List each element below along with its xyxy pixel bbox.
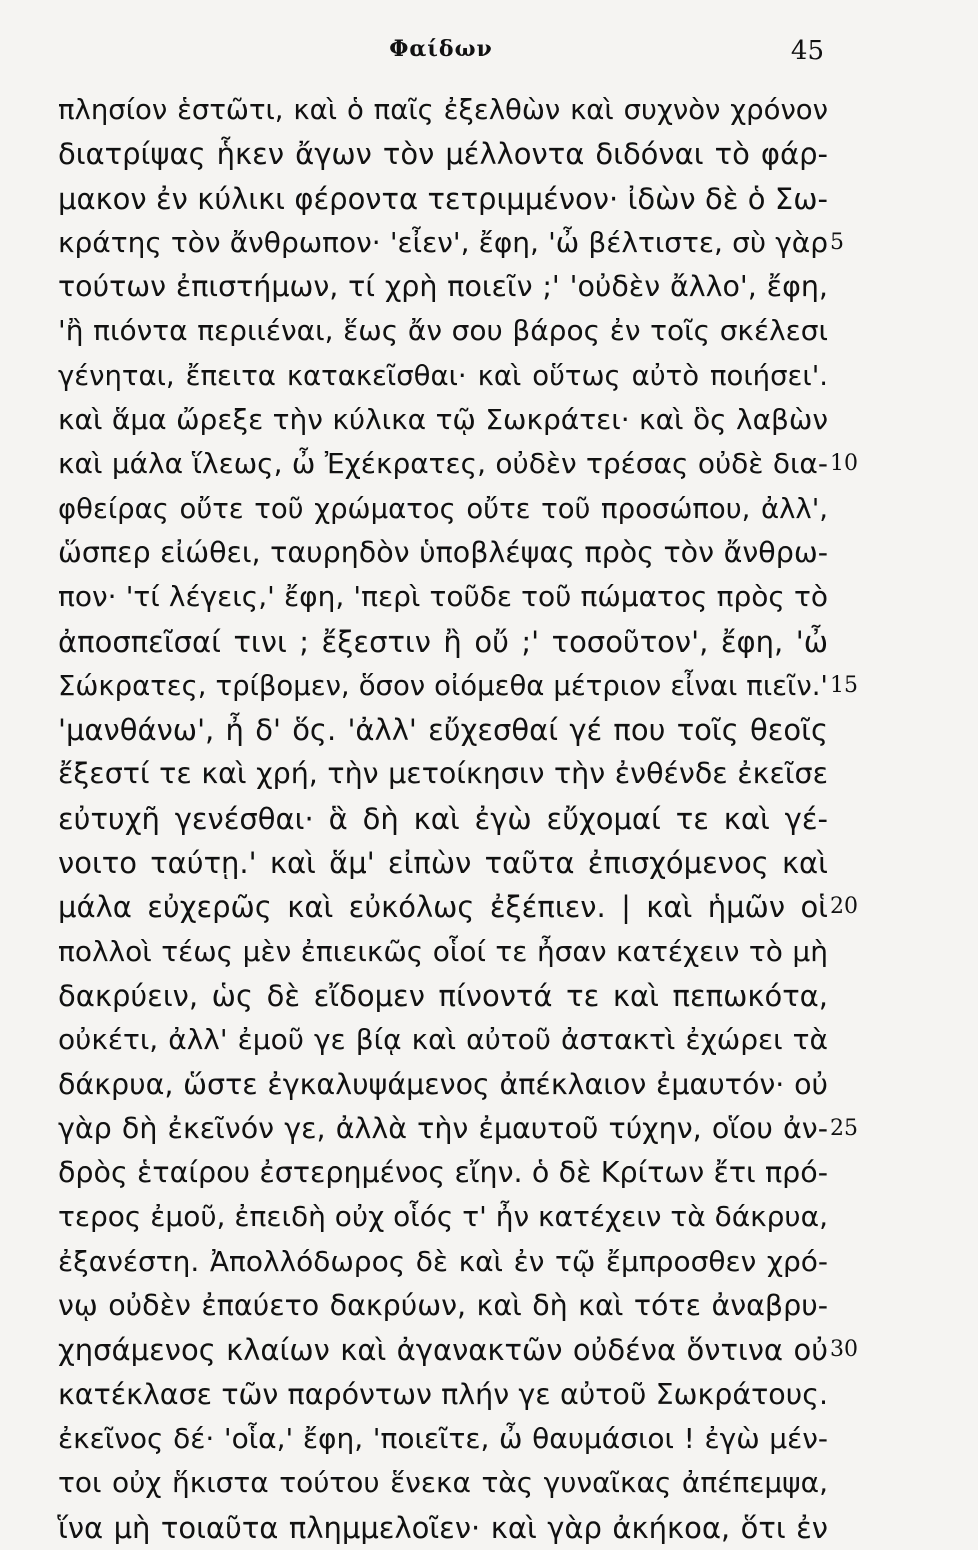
line-number: 25 bbox=[830, 1115, 858, 1141]
text-line bbox=[58, 1195, 828, 1239]
text-line bbox=[58, 1328, 858, 1372]
line-text: 'μανθάνω', ἦ δ' ὅς. 'ἀλλ' εὔχεσθαί γέ που τοῖς θεοῖς bbox=[58, 713, 828, 748]
line-text: καὶ ἅμα ὤρεξε τὴν κύλικα τῷ Σωκράτει· καὶ ὃς λαβὼν bbox=[58, 403, 828, 437]
text-line bbox=[58, 708, 828, 752]
line-text: 'ἢ πιόντα περιιέναι, ἕως ἄν σου βάρος ἐν τοῖς σκέλεσι bbox=[58, 314, 828, 348]
line-text: ἐκεῖνος δέ· 'οἷα,' ἔφη, 'ποιεῖτε, ὦ θαυμάσιοι ! ἐγὼ μέν- bbox=[58, 1421, 828, 1455]
line-number: 20 bbox=[830, 894, 858, 920]
text-line bbox=[58, 1018, 828, 1062]
text-line bbox=[58, 265, 828, 309]
text-line bbox=[58, 620, 828, 664]
text-line bbox=[58, 1417, 828, 1461]
text-line bbox=[58, 132, 828, 176]
text-line bbox=[58, 1240, 828, 1284]
line-text: ἀποσπεῖσαί τινι ; ἔξεστιν ἢ οὔ ;' τοσοῦτον', ἔφη, 'ὦ bbox=[58, 624, 828, 659]
line-text: γὰρ δὴ ἐκεῖνόν γε, ἀλλὰ τὴν ἐμαυτοῦ τύχην, οἵου ἀν- bbox=[58, 1111, 828, 1145]
line-text: δακρύειν, ὡς δὲ εἴδομεν πίνοντά τε καὶ πεπωκότα, bbox=[58, 978, 828, 1013]
text-line bbox=[58, 398, 828, 442]
line-text: μάλα εὐχερῶς καὶ εὐκόλως ἐξέπιεν. | καὶ ἡμῶν οἱ bbox=[58, 890, 828, 925]
text-line bbox=[58, 177, 828, 221]
text-line bbox=[58, 1063, 828, 1107]
text-line bbox=[58, 487, 828, 531]
running-title: Φαίδων bbox=[389, 36, 493, 62]
line-number: 15 bbox=[830, 672, 858, 698]
text-line bbox=[58, 664, 858, 708]
text-line bbox=[58, 309, 828, 353]
text-line bbox=[58, 797, 828, 841]
text-line bbox=[58, 354, 828, 398]
line-text: εὐτυχῆ γενέσθαι· ἃ δὴ καὶ ἐγὼ εὔχομαί τε καὶ γέ- bbox=[58, 801, 828, 836]
line-text: διατρίψας ἧκεν ἄγων τὸν μέλλοντα διδόναι τὸ φάρ- bbox=[58, 137, 828, 172]
text-line bbox=[58, 1461, 828, 1505]
line-text: νῳ οὐδὲν ἐπαύετο δακρύων, καὶ δὴ καὶ τότε ἀναβρυ- bbox=[58, 1289, 828, 1323]
line-number: 5 bbox=[830, 229, 844, 255]
text-line bbox=[58, 1373, 828, 1417]
line-text: πλησίον ἑστῶτι, καὶ ὁ παῖς ἐξελθὼν καὶ συχνὸν χρόνον bbox=[58, 94, 828, 126]
text-line bbox=[58, 885, 858, 929]
text-line bbox=[58, 531, 828, 575]
text-line bbox=[58, 1107, 858, 1151]
line-text: γένηται, ἔπειτα κατακεῖσθαι· καὶ οὕτως αὐτὸ ποιήσει'. bbox=[58, 359, 828, 392]
line-text: χησάμενος κλαίων καὶ ἀγανακτῶν οὐδένα ὅντινα οὐ bbox=[58, 1333, 828, 1368]
line-text: κατέκλασε τῶν παρόντων πλήν γε αὐτοῦ Σωκράτους. bbox=[58, 1377, 828, 1411]
line-text: ὥσπερ εἰώθει, ταυρηδὸν ὑποβλέψας πρὸς τὸν ἄνθρω- bbox=[58, 535, 828, 569]
line-number: 10 bbox=[830, 451, 858, 477]
line-text: τοι οὐχ ἥκιστα τούτου ἕνεκα τὰς γυναῖκας ἀπέπεμψα, bbox=[58, 1466, 828, 1500]
text-line bbox=[58, 575, 828, 619]
line-text: πολλοὶ τέως μὲν ἐπιεικῶς οἷοί τε ἦσαν κατέχειν τὸ μὴ bbox=[58, 934, 828, 968]
line-text: οὐκέτι, ἀλλ' ἐμοῦ γε βίᾳ καὶ αὐτοῦ ἀστακτὶ ἐχώρει τὰ bbox=[58, 1023, 828, 1057]
line-text: Σώκρατες, τρίβομεν, ὅσον οἰόμεθα μέτριον εἶναι πιεῖν.' bbox=[58, 669, 828, 702]
line-text: κράτης τὸν ἄνθρωπον· 'εἶεν', ἔφη, 'ὦ βέλτιστε, σὺ γὰρ bbox=[58, 225, 828, 259]
line-text: ἐξανέστη. Ἀπολλόδωρος δὲ καὶ ἐν τῷ ἔμπροσθεν χρό- bbox=[58, 1244, 828, 1278]
line-text: μακον ἐν κύλικι φέροντα τετριμμένον· ἰδὼν δὲ ὁ Σω- bbox=[58, 181, 828, 216]
page-number: 45 bbox=[790, 36, 824, 66]
line-number: 30 bbox=[830, 1337, 858, 1363]
line-text: πον· 'τί λέγεις,' ἔφη, 'περὶ τοῦδε τοῦ πώματος πρὸς τὸ bbox=[58, 580, 828, 614]
text-line bbox=[58, 930, 828, 974]
line-text: ἵνα μὴ τοιαῦτα πλημμελοῖεν· καὶ γὰρ ἀκήκοα, ὅτι ἐν bbox=[58, 1510, 828, 1545]
text-line bbox=[58, 221, 844, 265]
line-text: ἔξεστί τε καὶ χρή, τὴν μετοίκησιν τὴν ἐνθένδε ἐκεῖσε bbox=[58, 757, 828, 791]
line-text: δρὸς ἑταίρου ἐστερημένος εἴην. ὁ δὲ Κρίτων ἔτι πρό- bbox=[58, 1156, 828, 1190]
text-line bbox=[58, 88, 828, 132]
text-line bbox=[58, 442, 858, 486]
text-line bbox=[58, 752, 828, 796]
text-line bbox=[58, 1151, 828, 1195]
line-text: τούτων ἐπιστήμων, τί χρὴ ποιεῖν ;' 'οὐδὲν ἄλλο', ἔφη, bbox=[58, 270, 828, 304]
page-header bbox=[58, 36, 824, 76]
line-text: φθείρας οὔτε τοῦ χρώματος οὔτε τοῦ προσώπου, ἀλλ', bbox=[58, 492, 828, 525]
line-text: τερος ἐμοῦ, ἐπειδὴ οὐχ οἷός τ' ἦν κατέχειν τὰ δάκρυα, bbox=[58, 1200, 828, 1234]
text-line bbox=[58, 974, 828, 1018]
text-line bbox=[58, 841, 828, 885]
line-text: καὶ μάλα ἵλεως, ὦ Ἐχέκρατες, οὐδὲν τρέσας οὐδὲ δια- bbox=[58, 447, 828, 481]
line-text: νοιτο ταύτῃ.' καὶ ἅμ' εἰπὼν ταῦτα ἐπισχόμενος καὶ bbox=[58, 846, 828, 881]
body-text bbox=[58, 88, 858, 1550]
line-text: δάκρυα, ὥστε ἐγκαλυψάμενος ἀπέκλαιον ἐμαυτόν· οὐ bbox=[58, 1067, 828, 1101]
text-line bbox=[58, 1284, 828, 1328]
text-line bbox=[58, 1506, 828, 1550]
